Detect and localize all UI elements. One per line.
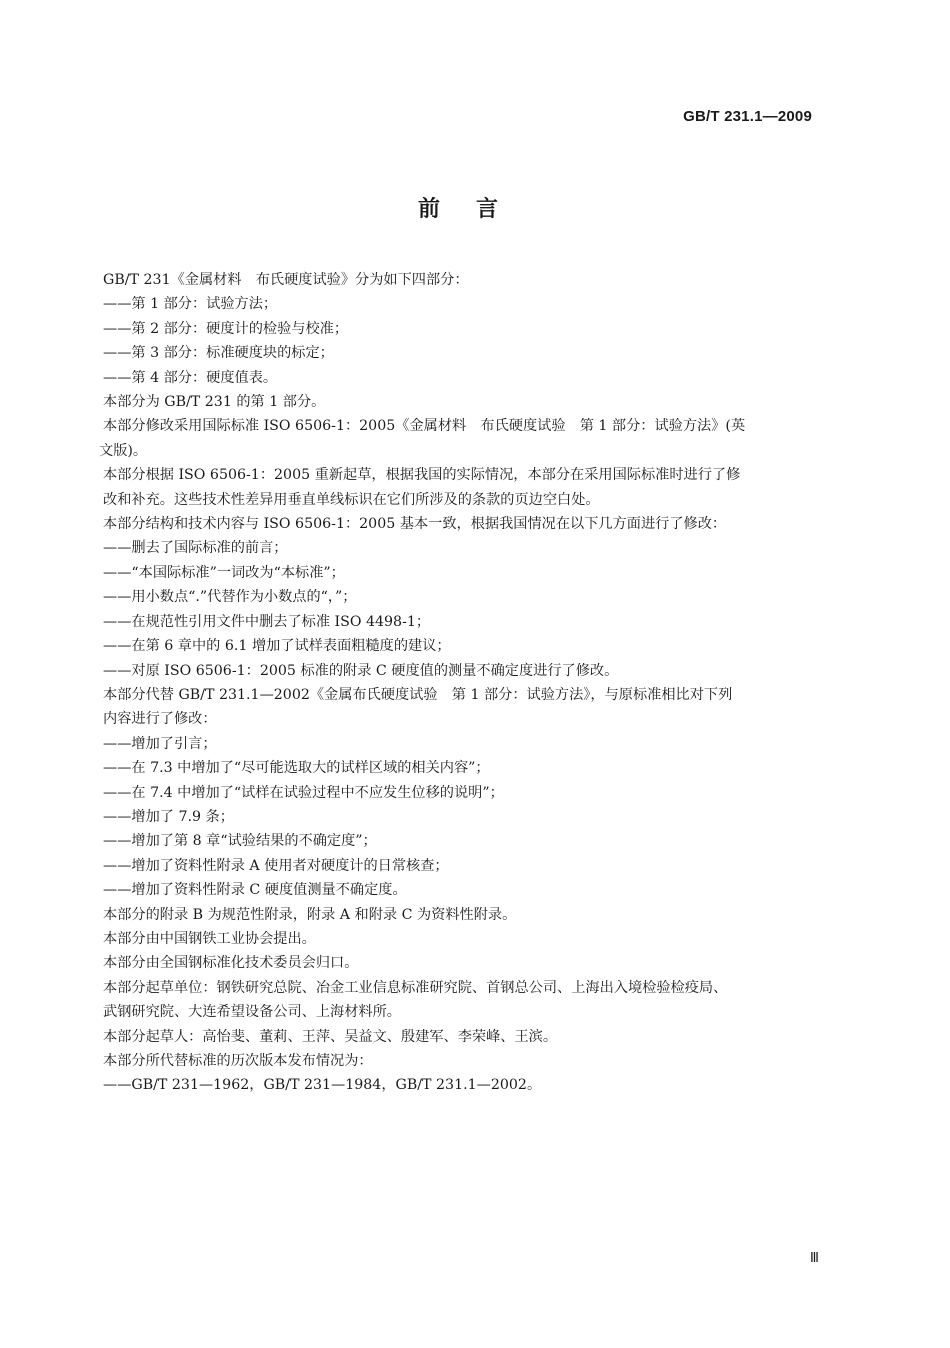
list-item-iso-change: ——“本国际标准”一词改为“本标准”； xyxy=(103,564,345,581)
list-item-part: ——第 2 部分：硬度计的检验与校准； xyxy=(103,320,349,337)
list-item-part: ——第 3 部分：标准硬度块的标定； xyxy=(103,345,334,362)
list-item-iso-change: ——删去了国际标准的前言； xyxy=(103,540,288,557)
list-item-iso-change: ——在规范性引用文件中删去了标准 ISO 4498-1； xyxy=(103,613,431,630)
paragraph-structure: 本部分结构和技术内容与 ISO 6506-1：2005 基本一致，根据我国情况在以下几方面进行了修改： xyxy=(103,516,727,533)
paragraph-annex: 本部分的附录 B 为规范性附录，附录 A 和附录 C 为资料性附录。 xyxy=(103,906,517,923)
paragraph-part-scope: 本部分为 GB/T 231 的第 1 部分。 xyxy=(103,394,326,411)
paragraph-drafters: 本部分起草人：高怡斐、董莉、王萍、吴益文、殷建军、李荣峰、王滨。 xyxy=(103,1028,558,1045)
paragraph-replaces-line2: 内容进行了修改： xyxy=(103,711,217,728)
list-item-part: ——第 1 部分：试验方法； xyxy=(103,296,278,313)
paragraph-adoption-line2: 文版)。 xyxy=(99,442,148,459)
paragraph-history-intro: 本部分所代替标准的历次版本发布情况为： xyxy=(103,1053,373,1069)
list-item-old-change: ——增加了第 8 章“试验结果的不确定度”； xyxy=(103,833,377,850)
paragraph-redraft-line1: 本部分根据 ISO 6506-1：2005 重新起草，根据我国的实际情况，本部分在采用国际标准时进行了修 xyxy=(103,467,741,484)
paragraph-drafting-units-line1: 本部分起草单位：钢铁研究总院、冶金工业信息标准研究院、首钢总公司、上海出入境检验检疫局、 xyxy=(103,979,728,996)
list-item-old-change: ——在 7.4 中增加了“试样在试验过程中不应发生位移的说明”； xyxy=(103,784,504,801)
list-item-iso-change: ——在第 6 章中的 6.1 增加了试样表面粗糙度的建议； xyxy=(103,638,451,655)
list-item-iso-change: ——对原 ISO 6506-1：2005 标准的附录 C 硬度值的测量不确定度进行了修改。 xyxy=(103,662,619,679)
list-item-part: ——第 4 部分：硬度值表。 xyxy=(103,369,278,386)
list-item-old-change: ——增加了资料性附录 A 使用者对硬度计的日常核查； xyxy=(103,857,449,874)
paragraph-intro: GB/T 231《金属材料 布氏硬度试验》分为如下四部分： xyxy=(103,272,469,288)
standard-code: GB/T 231.1—2009 xyxy=(683,108,812,125)
paragraph-redraft-line2: 改和补充。这些技术性差异用垂直单线标识在它们所涉及的条款的页边空白处。 xyxy=(103,491,600,508)
paragraph-adoption-line1: 本部分修改采用国际标准 ISO 6506-1：2005《金属材料 布氏硬度试验 第 1 部分：试验方法》(英 xyxy=(103,418,746,435)
paragraph-replaces-line1: 本部分代替 GB/T 231.1—2002《金属布氏硬度试验 第 1 部分：试验方法》，与原标准相比对下列 xyxy=(103,686,733,703)
list-item-old-change: ——在 7.3 中增加了“尽可能选取大的试样区域的相关内容”； xyxy=(103,760,490,777)
paragraph-drafting-units-line2: 武钢研究院、大连希望设备公司、上海材料所。 xyxy=(103,1004,401,1021)
list-item-old-change: ——增加了资料性附录 C 硬度值测量不确定度。 xyxy=(103,882,407,899)
preface-body xyxy=(99,268,820,1098)
list-item-history: ——GB/T 231—1962，GB/T 231—1984，GB/T 231.1—2002。 xyxy=(103,1077,542,1094)
list-item-old-change: ——增加了 7.9 条； xyxy=(103,808,234,825)
page-title: 前言 xyxy=(417,197,534,222)
list-item-old-change: ——增加了引言； xyxy=(103,735,217,752)
list-item-iso-change: ——用小数点“.”代替作为小数点的“，”； xyxy=(103,589,357,606)
page-number: Ⅲ xyxy=(810,1250,819,1265)
paragraph-centralized: 本部分由全国钢标准化技术委员会归口。 xyxy=(103,955,359,972)
paragraph-proposer: 本部分由中国钢铁工业协会提出。 xyxy=(103,930,316,947)
